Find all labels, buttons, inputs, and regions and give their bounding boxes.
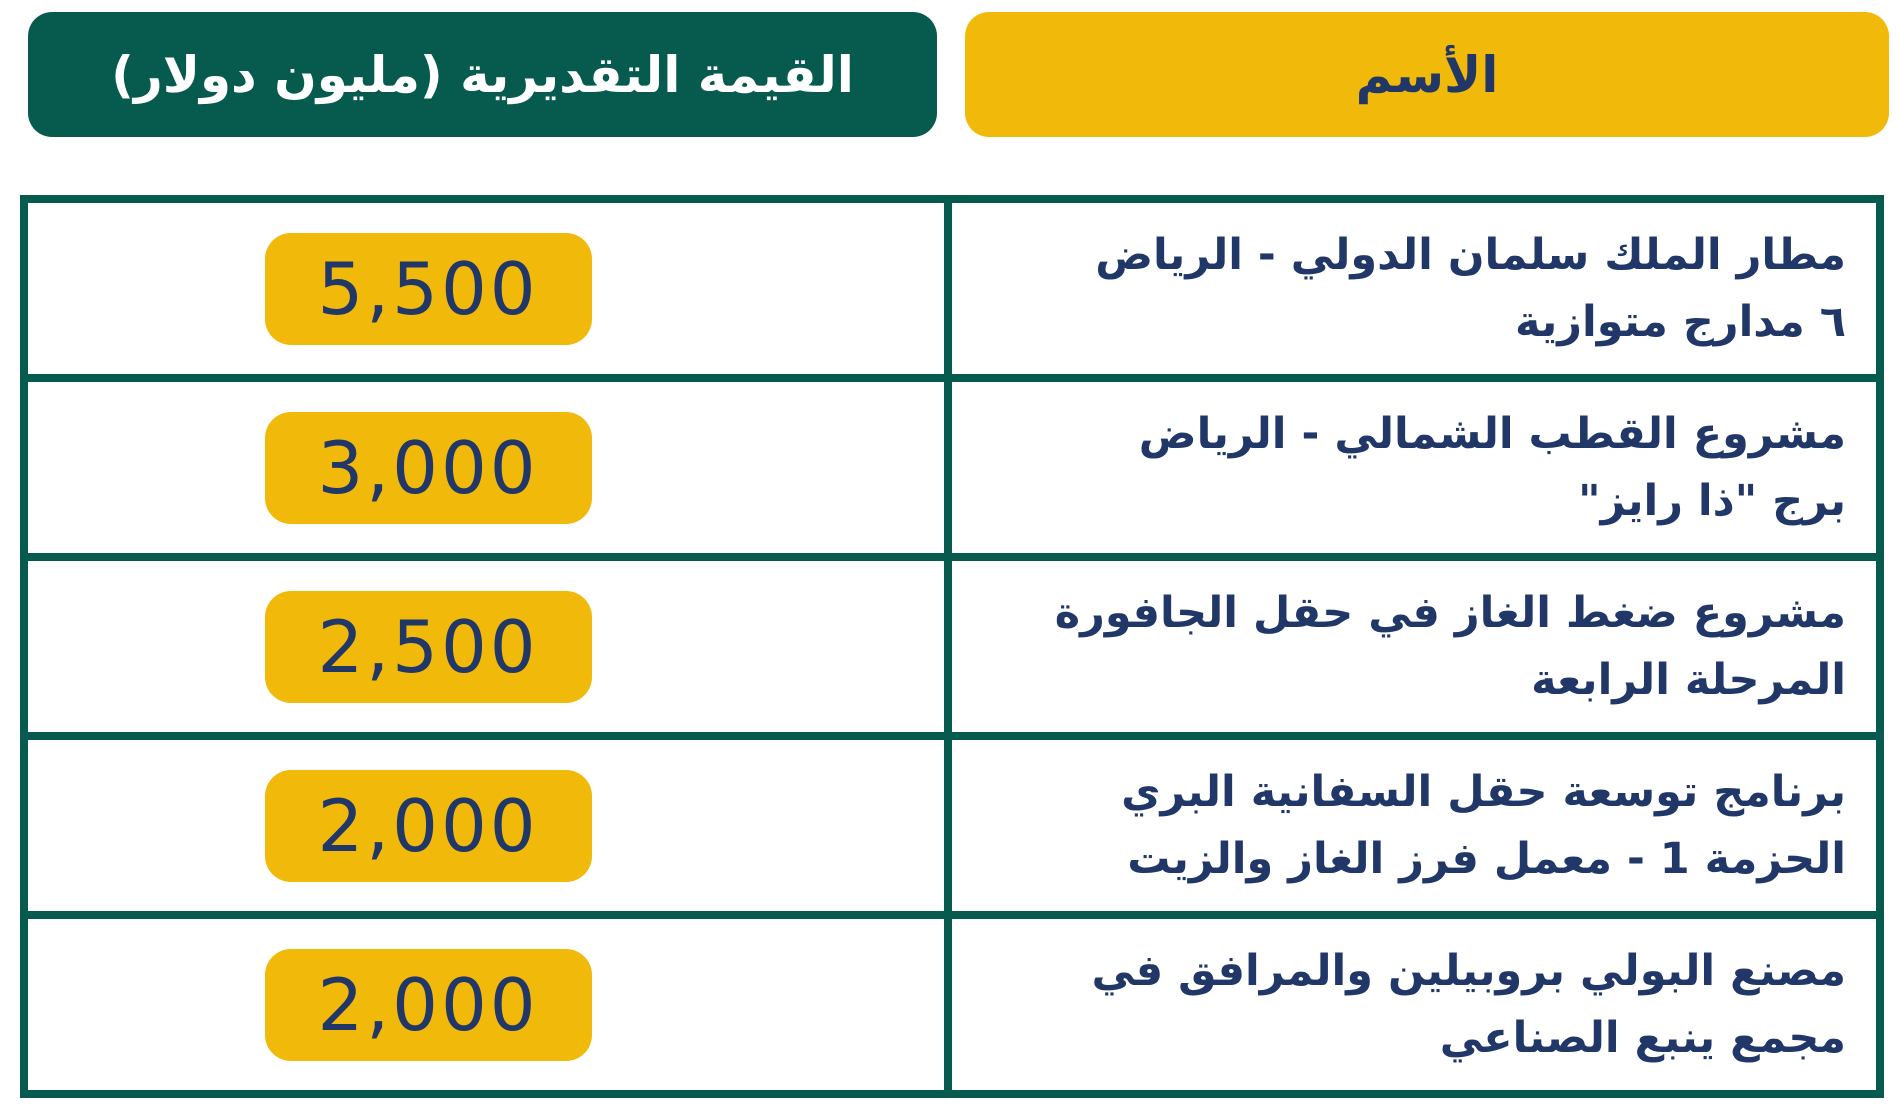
name-cell bbox=[952, 740, 1876, 911]
value-cell bbox=[28, 740, 952, 911]
value-cell bbox=[28, 203, 952, 374]
project-name-line2: مجمع ينبع الصناعي bbox=[1439, 1012, 1846, 1063]
value-badge bbox=[265, 412, 592, 524]
project-name-line1: برنامج توسعة حقل السفانية البري bbox=[1121, 767, 1846, 818]
project-name-line1: مشروع ضغط الغاز في حقل الجافورة bbox=[1054, 588, 1846, 639]
value-text: 2,000 bbox=[317, 962, 539, 1047]
project-name-line2: الحزمة 1 - معمل فرز الغاز والزيت bbox=[1127, 833, 1846, 884]
value-column-header-pill bbox=[28, 12, 937, 137]
project-name-line2: برج "ذا رايز" bbox=[1578, 475, 1846, 526]
project-name-line2: ٦ مدارج متوازية bbox=[1515, 296, 1846, 347]
value-text: 5,500 bbox=[317, 246, 539, 331]
name-column-header-label: الأسم bbox=[1355, 45, 1499, 104]
project-name-line2: المرحلة الرابعة bbox=[1531, 654, 1846, 705]
value-badge bbox=[265, 591, 592, 703]
table-row bbox=[28, 911, 1876, 1090]
value-cell bbox=[28, 919, 952, 1090]
project-name-line1: مشروع القطب الشمالي - الرياض bbox=[1138, 409, 1846, 460]
value-cell bbox=[28, 561, 952, 732]
project-name-line1: مطار الملك سلمان الدولي - الرياض bbox=[1095, 230, 1846, 281]
project-name-line1: مصنع البولي بروبيلين والمرافق في bbox=[1091, 946, 1846, 997]
table-row bbox=[28, 374, 1876, 553]
name-cell bbox=[952, 561, 1876, 732]
value-badge bbox=[265, 233, 592, 345]
name-cell bbox=[952, 382, 1876, 553]
value-text: 3,000 bbox=[317, 425, 539, 510]
value-text: 2,000 bbox=[317, 783, 539, 868]
table-row bbox=[28, 732, 1876, 911]
name-cell bbox=[952, 203, 1876, 374]
value-badge bbox=[265, 770, 592, 882]
name-cell bbox=[952, 919, 1876, 1090]
projects-table bbox=[20, 195, 1884, 1098]
table-row bbox=[28, 203, 1876, 374]
value-cell bbox=[28, 382, 952, 553]
table-row bbox=[28, 553, 1876, 732]
value-badge bbox=[265, 949, 592, 1061]
value-text: 2,500 bbox=[317, 604, 539, 689]
name-column-header-pill bbox=[965, 12, 1889, 137]
value-column-header-label: القيمة التقديرية (مليون دولار) bbox=[111, 45, 854, 104]
